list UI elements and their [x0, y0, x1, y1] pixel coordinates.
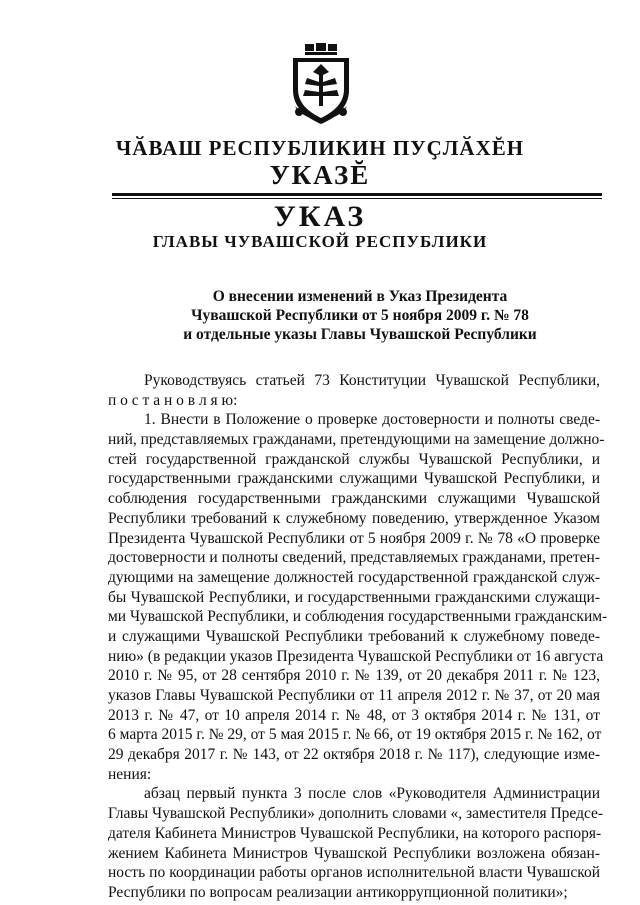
body-line: п о с т а н о в л я ю:	[108, 391, 238, 409]
body-line: Президента Чувашской Республики от 5 ноября 2009 г. № 78 «О проверке	[108, 529, 600, 547]
body-line: 2013 г. № 47, от 10 апреля 2014 г. № 48, от 3 октября 2014 г. № 131, от	[108, 706, 600, 724]
header-divider-thick	[112, 193, 602, 196]
russian-head-title: ГЛАВЫ ЧУВАШСКОЙ РЕСПУБЛИКИ	[152, 232, 488, 251]
body-line: дующими на замещение должностей государственной гражданской служ-	[108, 568, 600, 586]
body-line: абзац первый пункта 3 после слов «Руководителя Администрации	[144, 785, 600, 803]
russian-ukaz-title: УКАЗ	[273, 200, 367, 233]
header-divider-thin	[112, 198, 602, 199]
decree-subject	[120, 287, 600, 344]
body-line: Главы Чувашской Республики» дополнить словами «, заместителя Предсе-	[108, 805, 604, 823]
body-line: Руководствуясь статьей 73 Конституции Чувашской Республики,	[144, 372, 600, 389]
coat-of-arms-emblem-icon	[285, 42, 357, 128]
body-line: бы Чувашской Республики, и государственными гражданскими служащи-	[108, 588, 600, 606]
body-line: указов Главы Чувашской Республики от 11 апреля 2012 г. № 37, от 20 мая	[108, 687, 600, 704]
body-line: достоверности и полноты сведений, представляемых гражданами, претен-	[108, 549, 600, 567]
body-line: 2010 г. № 95, от 28 сентября 2010 г. № 139, от 20 декабря 2011 г. № 123,	[108, 667, 600, 685]
body-line: соблюдения государственными гражданскими служащими Чувашской	[108, 490, 600, 508]
body-line: нения:	[108, 765, 152, 783]
subject-line: и отдельные указы Главы Чувашской Республики	[183, 326, 537, 343]
subject-line: Чувашской Республики от 5 ноября 2009 г. № 78	[191, 307, 529, 324]
body-line: государственными гражданскими служащими Чувашской Республики, и	[108, 470, 600, 488]
body-line: Республики по вопросам реализации антикоррупционной политики»;	[108, 883, 568, 901]
body-line: 29 декабря 2017 г. № 143, от 22 октября 2018 г. № 117), следующие изме-	[108, 746, 600, 764]
body-line: ми Чувашской Республики, и соблюдения государственными гражданским-	[108, 608, 608, 626]
decree-body	[108, 371, 608, 903]
body-line: стей государственной гражданской службы Чувашской Республики, и	[108, 450, 600, 468]
body-line: 6 марта 2015 г. № 29, от 5 мая 2015 г. № 66, от 19 октября 2015 г. № 162, от	[108, 726, 602, 744]
body-line: жением Кабинета Министров Чувашской Республики возложена обязан-	[108, 844, 600, 862]
body-line: нию» (в редакции указов Президента Чувашской Республики от 16 августа	[108, 647, 604, 665]
body-line: ность по координации работы органов исполнительной власти Чувашской	[108, 864, 600, 882]
body-line: дателя Кабинета Министров Чувашской Республики, на которого распоря-	[108, 824, 602, 842]
body-line: и служащими Чувашской Республики требований к служебному поведе-	[108, 627, 600, 645]
body-line: 1. Внести в Положение о проверке достоверности и полноты сведе-	[144, 411, 600, 429]
body-line: ний, представляемых гражданами, претендующими на замещение должно-	[108, 431, 605, 449]
chuvash-ukaz-title: УКАЗĔ	[269, 160, 371, 190]
body-line: Республики требований к служебному поведению, утвержденное Указом	[108, 509, 600, 527]
chuvash-title: ЧӐВАШ РЕСПУБЛИКИН ПУҪЛӐХĔН	[115, 136, 525, 160]
subject-line: О внесении изменений в Указ Президента	[212, 288, 508, 305]
